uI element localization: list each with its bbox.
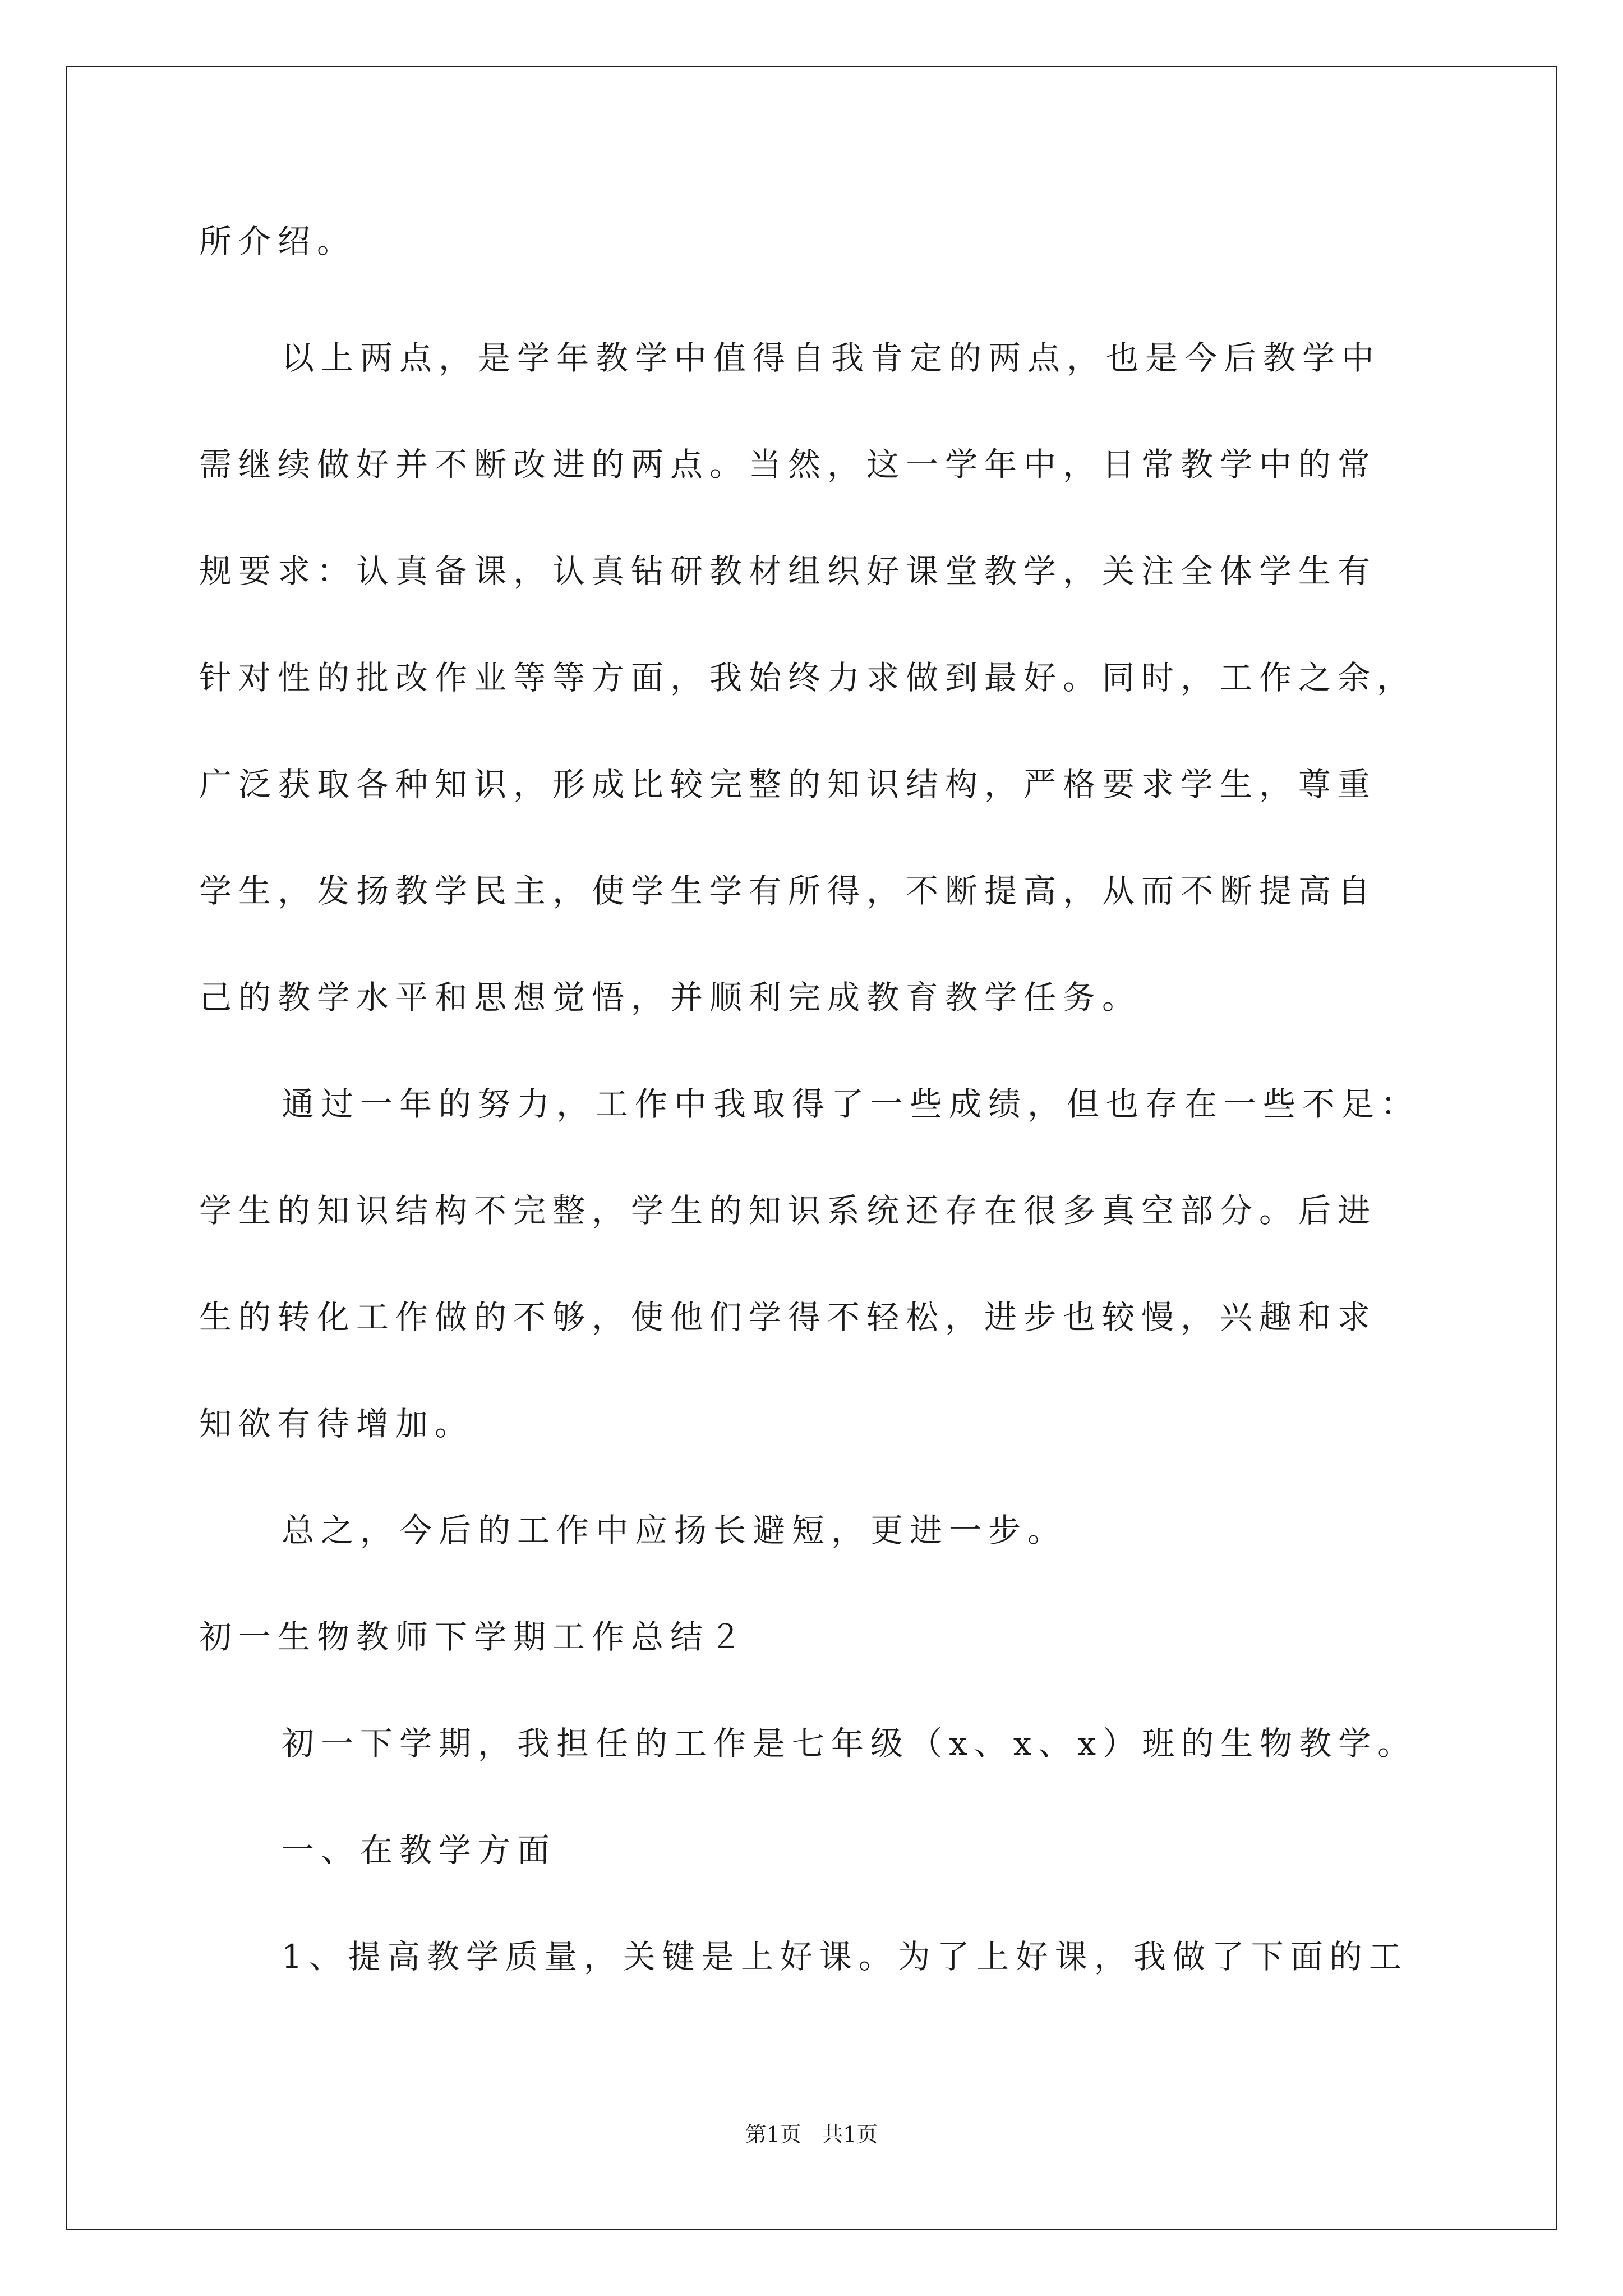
text-line: 知欲有待增加。 (199, 1405, 474, 1443)
paragraph-first-line: 通过一年的努力，工作中我取得了一些成绩，但也存在一些不足： (282, 1085, 1421, 1123)
text-line: 针对性的批改作业等等方面，我始终力求做到最好。同时，工作之余， (199, 659, 1417, 697)
text-line: 规要求：认真备课，认真钻研教材组织好课堂教学，关注全体学生有 (199, 552, 1377, 590)
paragraph-first-line: 以上两点，是学年教学中值得自我肯定的两点，也是今后教学中 (282, 339, 1381, 377)
text-line: 生的转化工作做的不够，使他们学得不轻松，进步也较慢，兴趣和求 (199, 1298, 1377, 1336)
paragraph-first-line: 初一下学期，我担任的工作是七年级（x、x、x）班的生物教学。 (282, 1724, 1417, 1763)
text-line: 广泛获取各种知识，形成比较完整的知识结构，严格要求学生，尊重 (199, 765, 1377, 803)
text-line: 需继续做好并不断改进的两点。当然，这一学年中，日常教学中的常 (199, 445, 1377, 484)
text-line: 学生的知识结构不完整，学生的知识系统还存在很多真空部分。后进 (199, 1191, 1377, 1230)
paragraph-first-line: 1、提高教学质量，关键是上好课。为了上好课，我做了下面的工 (282, 1938, 1408, 1976)
page-border (66, 66, 1557, 2230)
page-footer: 第1页 共1页 (745, 2122, 878, 2147)
section-heading: 初一生物教师下学期工作总结２ (199, 1618, 749, 1656)
subsection-heading: 一、在教学方面 (282, 1831, 557, 1869)
text-line: 所介绍。 (199, 222, 357, 260)
text-line: 学生，发扬教学民主，使学生学有所得，不断提高，从而不断提高自 (199, 872, 1377, 910)
text-line: 己的教学水平和思想觉悟，并顺利完成教育教学任务。 (199, 978, 1142, 1016)
paragraph-first-line: 总之，今后的工作中应扬长避短，更进一步。 (282, 1511, 1067, 1549)
